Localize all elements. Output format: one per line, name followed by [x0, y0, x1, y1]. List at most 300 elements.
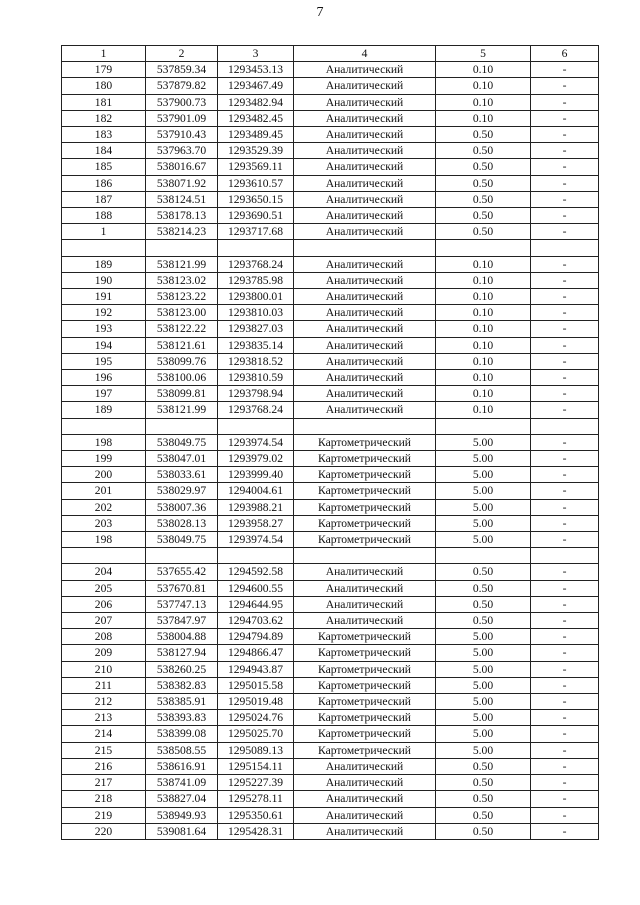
table-cell: 216: [62, 758, 146, 774]
table-cell: 1: [62, 224, 146, 240]
table-cell: 537963.70: [146, 143, 218, 159]
table-cell: -: [531, 191, 599, 207]
table-cell: -: [531, 402, 599, 418]
table-cell: 5.00: [436, 483, 531, 499]
table-row: [62, 726, 599, 742]
table-cell: 1293810.59: [218, 370, 294, 386]
table-cell: Картометрический: [294, 645, 436, 661]
table-cell: [294, 418, 436, 434]
table-cell: 214: [62, 726, 146, 742]
table-row: [62, 775, 599, 791]
table-row: [62, 78, 599, 94]
table-cell: 1293529.39: [218, 143, 294, 159]
table-cell: -: [531, 775, 599, 791]
table-cell: -: [531, 791, 599, 807]
table-cell: 1295428.31: [218, 823, 294, 839]
table-cell: 0.10: [436, 386, 531, 402]
table-cell: Картометрический: [294, 515, 436, 531]
table-row: [62, 515, 599, 531]
table-cell: 0.50: [436, 143, 531, 159]
table-cell: -: [531, 580, 599, 596]
table-cell: 0.50: [436, 208, 531, 224]
table-cell: 207: [62, 613, 146, 629]
table-cell: -: [531, 532, 599, 548]
table-row: [62, 467, 599, 483]
table-cell: 538007.36: [146, 499, 218, 515]
table-cell: 1294600.55: [218, 580, 294, 596]
table-cell: -: [531, 434, 599, 450]
table-cell: 1293690.51: [218, 208, 294, 224]
table-row: [62, 807, 599, 823]
table-cell: 1293810.03: [218, 305, 294, 321]
table-cell: -: [531, 337, 599, 353]
table-cell: 5.00: [436, 661, 531, 677]
table-cell: Картометрический: [294, 499, 436, 515]
table-row: [62, 483, 599, 499]
table-cell: Аналитический: [294, 775, 436, 791]
table-cell: 538123.00: [146, 305, 218, 321]
table-cell: 187: [62, 191, 146, 207]
table-cell: 211: [62, 677, 146, 693]
table-cell: 0.50: [436, 224, 531, 240]
table-cell: Аналитический: [294, 791, 436, 807]
table-cell: 5.00: [436, 710, 531, 726]
table-cell: 179: [62, 62, 146, 78]
table-cell: 538033.61: [146, 467, 218, 483]
table-cell: 0.10: [436, 353, 531, 369]
table-row: [62, 629, 599, 645]
table-cell: 1293650.15: [218, 191, 294, 207]
table-cell: 1295019.48: [218, 694, 294, 710]
table-cell: 5.00: [436, 629, 531, 645]
table-cell: 1293785.98: [218, 272, 294, 288]
table-cell: Картометрический: [294, 710, 436, 726]
table-cell: 538100.06: [146, 370, 218, 386]
table-cell: 538127.94: [146, 645, 218, 661]
table-row: [62, 208, 599, 224]
table-cell: 219: [62, 807, 146, 823]
table-cell: -: [531, 758, 599, 774]
table-cell: 538260.25: [146, 661, 218, 677]
table-cell: -: [531, 110, 599, 126]
table-cell: 1295024.76: [218, 710, 294, 726]
table-cell: 1293768.24: [218, 402, 294, 418]
table-cell: 1294644.95: [218, 596, 294, 612]
table-cell: 182: [62, 110, 146, 126]
table-cell: 1293798.94: [218, 386, 294, 402]
table-cell: 198: [62, 434, 146, 450]
table-cell: [294, 240, 436, 256]
table-cell: -: [531, 353, 599, 369]
table-cell: 538393.83: [146, 710, 218, 726]
table-cell: 539081.64: [146, 823, 218, 839]
table-cell: 1294866.47: [218, 645, 294, 661]
table-cell: -: [531, 208, 599, 224]
table-row: [62, 337, 599, 353]
table-cell: Аналитический: [294, 78, 436, 94]
table-cell: 0.50: [436, 159, 531, 175]
table-cell: 204: [62, 564, 146, 580]
table-cell: 0.50: [436, 758, 531, 774]
table-cell: 0.10: [436, 370, 531, 386]
table-cell: 203: [62, 515, 146, 531]
table-cell: 194: [62, 337, 146, 353]
table-row: [62, 240, 599, 256]
table-cell: 1295154.11: [218, 758, 294, 774]
table-cell: -: [531, 710, 599, 726]
table-cell: 1293979.02: [218, 451, 294, 467]
table-cell: -: [531, 272, 599, 288]
table-cell: Аналитический: [294, 224, 436, 240]
table-row: [62, 661, 599, 677]
table-cell: 185: [62, 159, 146, 175]
table-cell: Аналитический: [294, 62, 436, 78]
table-cell: 1293974.54: [218, 434, 294, 450]
table-cell: 218: [62, 791, 146, 807]
table-cell: 1293827.03: [218, 321, 294, 337]
table-cell: 5.00: [436, 742, 531, 758]
table-cell: 1293717.68: [218, 224, 294, 240]
header-cell-5: 5: [436, 46, 531, 62]
table-cell: 5.00: [436, 434, 531, 450]
table-cell: 0.10: [436, 78, 531, 94]
table-cell: Аналитический: [294, 758, 436, 774]
table-cell: Картометрический: [294, 742, 436, 758]
table-cell: 199: [62, 451, 146, 467]
table-cell: 5.00: [436, 499, 531, 515]
table-cell: 1293453.13: [218, 62, 294, 78]
table-cell: -: [531, 515, 599, 531]
table-cell: Аналитический: [294, 807, 436, 823]
table-cell: [146, 548, 218, 564]
table-cell: Аналитический: [294, 191, 436, 207]
table-cell: [62, 418, 146, 434]
table-row: [62, 175, 599, 191]
table-cell: -: [531, 499, 599, 515]
table-cell: 1295025.70: [218, 726, 294, 742]
table-cell: -: [531, 305, 599, 321]
table-row: [62, 613, 599, 629]
table-cell: -: [531, 694, 599, 710]
table-cell: 0.10: [436, 321, 531, 337]
table-cell: Аналитический: [294, 159, 436, 175]
table-cell: 5.00: [436, 726, 531, 742]
table-cell: 0.50: [436, 791, 531, 807]
table-row: [62, 110, 599, 126]
table-cell: 201: [62, 483, 146, 499]
table-cell: 538049.75: [146, 532, 218, 548]
table-cell: Аналитический: [294, 94, 436, 110]
table-cell: Картометрический: [294, 661, 436, 677]
table-cell: -: [531, 645, 599, 661]
table-cell: 209: [62, 645, 146, 661]
table-cell: [146, 240, 218, 256]
table-cell: 189: [62, 402, 146, 418]
table-cell: 538399.08: [146, 726, 218, 742]
table-cell: Аналитический: [294, 823, 436, 839]
table-cell: -: [531, 564, 599, 580]
table-cell: 0.50: [436, 175, 531, 191]
table-cell: 200: [62, 467, 146, 483]
table-cell: -: [531, 62, 599, 78]
table-cell: -: [531, 386, 599, 402]
table-cell: 1295015.58: [218, 677, 294, 693]
table-cell: 202: [62, 499, 146, 515]
table-cell: 538616.91: [146, 758, 218, 774]
table-cell: 538028.13: [146, 515, 218, 531]
table-cell: 1294592.58: [218, 564, 294, 580]
table-row: [62, 191, 599, 207]
table-cell: 212: [62, 694, 146, 710]
table-cell: [436, 548, 531, 564]
table-cell: 195: [62, 353, 146, 369]
table-cell: 538827.04: [146, 791, 218, 807]
table-row: [62, 289, 599, 305]
table-cell: -: [531, 127, 599, 143]
table-cell: -: [531, 224, 599, 240]
table-cell: 184: [62, 143, 146, 159]
table-cell: -: [531, 94, 599, 110]
table-cell: 0.50: [436, 191, 531, 207]
table-cell: Аналитический: [294, 580, 436, 596]
table-cell: 538047.01: [146, 451, 218, 467]
table-cell: [531, 548, 599, 564]
table-row: [62, 62, 599, 78]
table-cell: 188: [62, 208, 146, 224]
table-cell: 205: [62, 580, 146, 596]
table-cell: 1293482.45: [218, 110, 294, 126]
table-cell: 537847.97: [146, 613, 218, 629]
table-row: [62, 499, 599, 515]
table-cell: 538382.83: [146, 677, 218, 693]
table-cell: Картометрический: [294, 483, 436, 499]
table-cell: 215: [62, 742, 146, 758]
table-cell: 1294794.89: [218, 629, 294, 645]
table-cell: Картометрический: [294, 629, 436, 645]
table-cell: 538178.13: [146, 208, 218, 224]
table-cell: Картометрический: [294, 694, 436, 710]
table-row: [62, 418, 599, 434]
table-cell: -: [531, 742, 599, 758]
table-row: [62, 224, 599, 240]
table-row: [62, 321, 599, 337]
table-cell: 186: [62, 175, 146, 191]
table-cell: 0.10: [436, 110, 531, 126]
table-cell: [436, 418, 531, 434]
table-cell: 217: [62, 775, 146, 791]
coordinates-table: [61, 45, 599, 840]
table-cell: Аналитический: [294, 110, 436, 126]
table-row: [62, 256, 599, 272]
table-cell: 0.50: [436, 564, 531, 580]
table-cell: 191: [62, 289, 146, 305]
table-cell: Аналитический: [294, 402, 436, 418]
table-row: [62, 159, 599, 175]
table-cell: 5.00: [436, 467, 531, 483]
table-cell: 538123.02: [146, 272, 218, 288]
table-body: [62, 62, 599, 840]
header-cell-3: 3: [218, 46, 294, 62]
table-cell: 538741.09: [146, 775, 218, 791]
table-cell: 192: [62, 305, 146, 321]
table-cell: Аналитический: [294, 353, 436, 369]
table-row: [62, 823, 599, 839]
table-cell: Картометрический: [294, 677, 436, 693]
table-cell: -: [531, 613, 599, 629]
table-cell: 0.50: [436, 127, 531, 143]
table-cell: 1293818.52: [218, 353, 294, 369]
table-cell: Аналитический: [294, 613, 436, 629]
table-row: [62, 353, 599, 369]
table-row: [62, 596, 599, 612]
page-number: 7: [316, 5, 324, 20]
table-cell: 1293489.45: [218, 127, 294, 143]
table-row: [62, 645, 599, 661]
table-cell: 1293482.94: [218, 94, 294, 110]
table-row: [62, 370, 599, 386]
table-cell: 538004.88: [146, 629, 218, 645]
table-cell: 5.00: [436, 451, 531, 467]
table-cell: Картометрический: [294, 532, 436, 548]
table-cell: 5.00: [436, 532, 531, 548]
table-cell: Аналитический: [294, 305, 436, 321]
table-cell: -: [531, 483, 599, 499]
table-cell: 537655.42: [146, 564, 218, 580]
table-cell: 1294004.61: [218, 483, 294, 499]
table-cell: Аналитический: [294, 208, 436, 224]
table-cell: 538016.67: [146, 159, 218, 175]
table-cell: 5.00: [436, 677, 531, 693]
table-cell: 538385.91: [146, 694, 218, 710]
table-row: [62, 710, 599, 726]
table-cell: 0.50: [436, 775, 531, 791]
table-cell: Аналитический: [294, 175, 436, 191]
table-cell: 1293988.21: [218, 499, 294, 515]
table-cell: 1293768.24: [218, 256, 294, 272]
table-cell: 537900.73: [146, 94, 218, 110]
table-cell: Картометрический: [294, 467, 436, 483]
table-cell: Аналитический: [294, 596, 436, 612]
table-cell: 5.00: [436, 515, 531, 531]
table-cell: [146, 418, 218, 434]
table-row: [62, 758, 599, 774]
table-cell: 1294943.87: [218, 661, 294, 677]
table-cell: 538099.76: [146, 353, 218, 369]
table-cell: 0.10: [436, 256, 531, 272]
table-cell: 0.10: [436, 272, 531, 288]
table-cell: [531, 240, 599, 256]
table-cell: Аналитический: [294, 337, 436, 353]
table-cell: 538121.99: [146, 256, 218, 272]
table-cell: 0.50: [436, 596, 531, 612]
table-cell: 1293569.11: [218, 159, 294, 175]
table-cell: 0.50: [436, 807, 531, 823]
table-cell: 196: [62, 370, 146, 386]
table-cell: 538123.22: [146, 289, 218, 305]
table-row: [62, 694, 599, 710]
table-row: [62, 791, 599, 807]
table-cell: 1293610.57: [218, 175, 294, 191]
table-cell: 1295350.61: [218, 807, 294, 823]
table-cell: Картометрический: [294, 451, 436, 467]
header-cell-6: 6: [531, 46, 599, 62]
table-cell: 1293835.14: [218, 337, 294, 353]
table-row: [62, 742, 599, 758]
table-row: [62, 386, 599, 402]
table-cell: 0.10: [436, 289, 531, 305]
table-cell: 208: [62, 629, 146, 645]
table-cell: 197: [62, 386, 146, 402]
table-cell: 5.00: [436, 645, 531, 661]
table-cell: 1295278.11: [218, 791, 294, 807]
table-cell: [294, 548, 436, 564]
table-row: [62, 434, 599, 450]
table-cell: 1293958.27: [218, 515, 294, 531]
table-cell: -: [531, 807, 599, 823]
table-cell: -: [531, 143, 599, 159]
table-cell: 1293999.40: [218, 467, 294, 483]
table-cell: -: [531, 78, 599, 94]
table-cell: -: [531, 289, 599, 305]
table-cell: 537747.13: [146, 596, 218, 612]
table-cell: 537910.43: [146, 127, 218, 143]
table-cell: [218, 418, 294, 434]
table-row: [62, 94, 599, 110]
table-row: [62, 451, 599, 467]
table-cell: 206: [62, 596, 146, 612]
table-cell: -: [531, 726, 599, 742]
table-cell: [436, 240, 531, 256]
table-cell: 0.10: [436, 62, 531, 78]
table-cell: -: [531, 370, 599, 386]
table-cell: 0.10: [436, 402, 531, 418]
table-cell: Аналитический: [294, 321, 436, 337]
table-cell: 537879.82: [146, 78, 218, 94]
table-cell: 538949.93: [146, 807, 218, 823]
table-cell: 538121.99: [146, 402, 218, 418]
table-cell: 538029.97: [146, 483, 218, 499]
table-cell: 537859.34: [146, 62, 218, 78]
table-row: [62, 127, 599, 143]
table-header-row: [62, 46, 599, 62]
table-cell: 0.50: [436, 613, 531, 629]
table-cell: 0.50: [436, 823, 531, 839]
table-cell: Аналитический: [294, 256, 436, 272]
table-cell: -: [531, 175, 599, 191]
table-cell: 538121.61: [146, 337, 218, 353]
table-cell: 0.10: [436, 337, 531, 353]
table-row: [62, 548, 599, 564]
table-cell: Картометрический: [294, 434, 436, 450]
table-cell: Картометрический: [294, 726, 436, 742]
table-cell: 189: [62, 256, 146, 272]
table-cell: -: [531, 596, 599, 612]
table-cell: 193: [62, 321, 146, 337]
table-cell: -: [531, 467, 599, 483]
table-cell: 537901.09: [146, 110, 218, 126]
table-cell: -: [531, 451, 599, 467]
table-cell: -: [531, 823, 599, 839]
table-cell: 538122.22: [146, 321, 218, 337]
table-cell: 538214.23: [146, 224, 218, 240]
table-cell: 538099.81: [146, 386, 218, 402]
table-cell: 1294703.62: [218, 613, 294, 629]
table-cell: 1293467.49: [218, 78, 294, 94]
table-cell: Аналитический: [294, 289, 436, 305]
table-cell: 220: [62, 823, 146, 839]
table-cell: 1295089.13: [218, 742, 294, 758]
table-cell: Аналитический: [294, 386, 436, 402]
